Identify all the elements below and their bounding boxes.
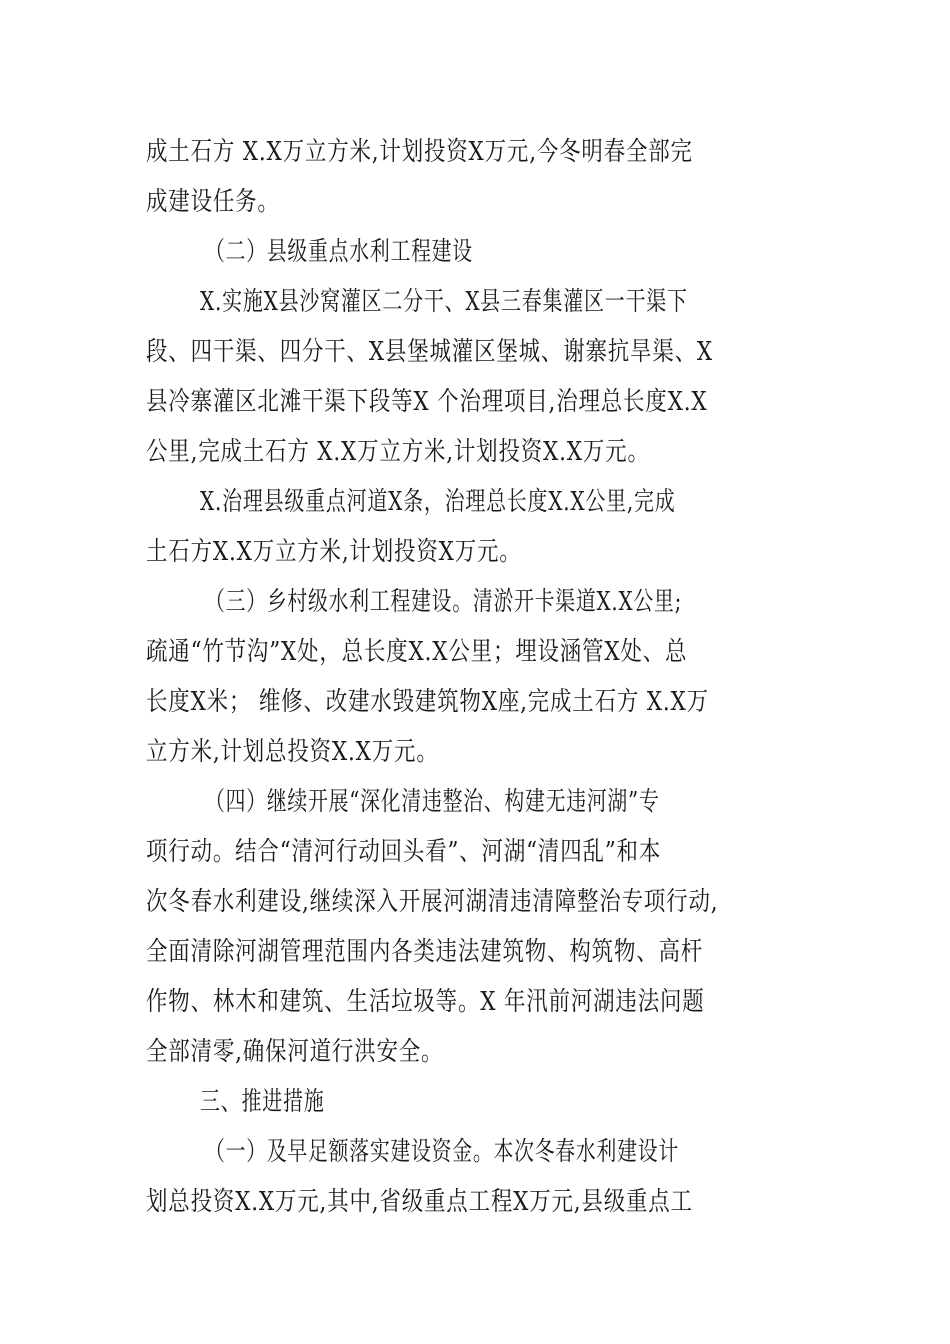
text-line: 成建设任务。 — [146, 187, 280, 217]
section-heading: （二）县级重点水利工程建设 — [205, 237, 473, 267]
text-line: 疏通“竹节沟”X处，总长度X.X公里；埋设涵管X处、总 — [146, 637, 688, 667]
text-line: X.治理县级重点河道X条，治理总长度X.X公里,完成 — [200, 487, 676, 517]
text-line: （一）及早足额落实建设资金。本次冬春水利建设计 — [205, 1137, 679, 1167]
text-line: 项行动。结合“清河行动回头看”、河湖“清四乱”和本 — [146, 837, 662, 867]
text-line: 划总投资X.X万元,其中,省级重点工程X万元,县级重点工 — [146, 1187, 693, 1217]
text-line: （四）继续开展“深化清违整治、构建无违河湖”专 — [205, 787, 660, 817]
text-line: 全部清零,确保河道行洪安全。 — [146, 1037, 444, 1067]
text-line: 长度X米； 维修、改建水毁建筑物X座,完成土石方 X.X万 — [146, 687, 709, 717]
text-line: （三）乡村级水利工程建设。清淤开卡渠道X.X公里; — [205, 587, 683, 617]
text-line: 立方米,计划总投资X.X万元。 — [146, 737, 439, 767]
text-line: 全面清除河湖管理范围内各类违法建筑物、构筑物、高杆 — [146, 937, 704, 967]
text-line: 土石方X.X万立方米,计划投资X万元。 — [146, 537, 522, 567]
text-line: X.实施X县沙窝灌区二分干、X县三春集灌区一干渠下 — [200, 287, 688, 317]
text-line: 次冬春水利建设,继续深入开展河湖清违清障整治专项行动, — [146, 887, 719, 917]
text-line: 成土石方 X.X万立方米,计划投资X万元,今冬明春全部完 — [146, 137, 693, 167]
section-heading: 三、推进措施 — [200, 1087, 325, 1117]
text-line: 段、四干渠、四分干、X县堡城灌区堡城、谢寨抗旱渠、X — [146, 337, 714, 367]
text-line: 作物、林木和建筑、生活垃圾等。X 年汛前河湖违法问题 — [146, 987, 705, 1017]
text-line: 公里,完成土石方 X.X万立方米,计划投资X.X万元。 — [146, 437, 650, 467]
text-line: 县冷寨灌区北滩干渠下段等X 个治理项目,治理总长度X.X — [146, 387, 708, 417]
